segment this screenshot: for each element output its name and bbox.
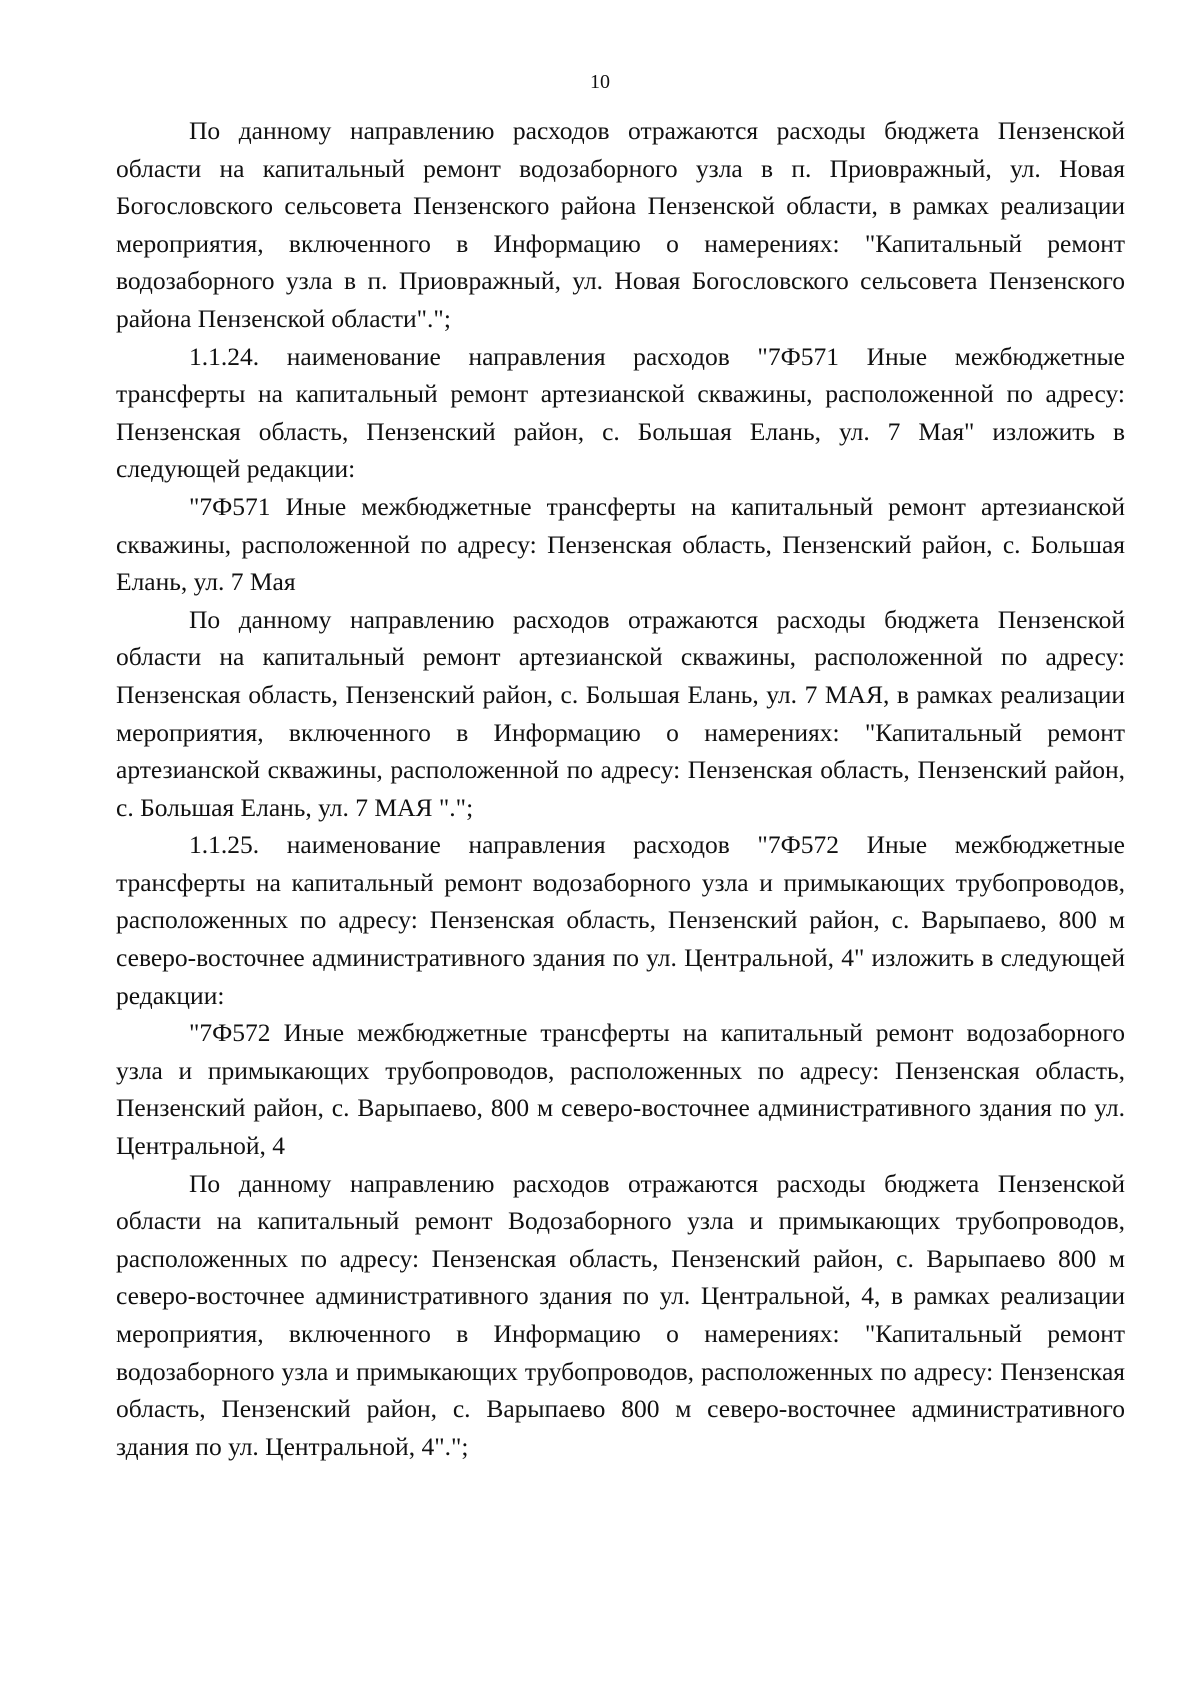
paragraph-7f572-new-wording: "7Ф572 Иные межбюджетные трансферты на капитальный ремонт водозаборного узла и примыкающих трубопроводов, расположенных по адресу: Пензенская область, Пензенский район, с. Варыпаево, 800 м северо-восточнее административного здания по ул. Центральной, 4 xyxy=(116,1018,1125,1161)
paragraph-expense-description-bolshaya-elan: По данному направлению расходов отражаются расходы бюджета Пензенской области на капитальный ремонт артезианской скважины, расположенной по адресу: Пензенская область, Пензенский район, с. Большая Елань, ул. 7 МАЯ, в рамках реализации мероприятия, включенного в Информацию о намерениях: "Капитальный ремонт артезианской скважины, расположенной по адресу: Пензенская область, Пензенский район, с. Большая Елань, ул. 7 МАЯ "."; xyxy=(116,604,1125,822)
paragraph-item-1-1-25: 1.1.25. наименование направления расходов "7Ф572 Иные межбюджетные трансферты на капитальный ремонт водозаборного узла и примыкающих трубопроводов, расположенных по адресу: Пензенская область, Пензенский район, с. Варыпаево, 800 м северо-восточнее административного здания по ул. Центральной, 4" изложить в следующей редакции: xyxy=(116,830,1125,1010)
paragraph-7f571-new-wording: "7Ф571 Иные межбюджетные трансферты на капитальный ремонт артезианской скважины, расположенной по адресу: Пензенская область, Пензенский район, с. Большая Елань, ул. 7 Мая xyxy=(116,491,1125,597)
page-number: 10 xyxy=(590,71,610,93)
paragraph-expense-description-priovrazhny: По данному направлению расходов отражаются расходы бюджета Пензенской области на капитальный ремонт водозаборного узла в п. Приовражный, ул. Новая Богословского сельсовета Пензенского района Пензенской области, в рамках реализации мероприятия, включенного в Информацию о намерениях: "Капитальный ремонт водозаборного узла в п. Приовражный, ул. Новая Богословского сельсовета Пензенского района Пензенской области"."; xyxy=(116,116,1125,333)
paragraph-item-1-1-24: 1.1.24. наименование направления расходов "7Ф571 Иные межбюджетные трансферты на капитальный ремонт артезианской скважины, расположенной по адресу: Пензенская область, Пензенский район, с. Большая Елань, ул. 7 Мая" изложить в следующей редакции: xyxy=(116,341,1125,484)
document-body xyxy=(116,112,1125,1465)
paragraph-expense-description-varypaevo: По данному направлению расходов отражаются расходы бюджета Пензенской области на капитальный ремонт Водозаборного узла и примыкающих трубопроводов, расположенных по адресу: Пензенская область, Пензенский район, с. Варыпаево 800 м северо-восточнее административного здания по ул. Центральной, 4, в рамках реализации мероприятия, включенного в Информацию о намерениях: "Капитальный ремонт водозаборного узла и примыкающих трубопроводов, расположенных по адресу: Пензенская область, Пензенский район, с. Варыпаево 800 м северо-восточнее административного здания по ул. Центральной, 4"."; xyxy=(116,1168,1125,1461)
